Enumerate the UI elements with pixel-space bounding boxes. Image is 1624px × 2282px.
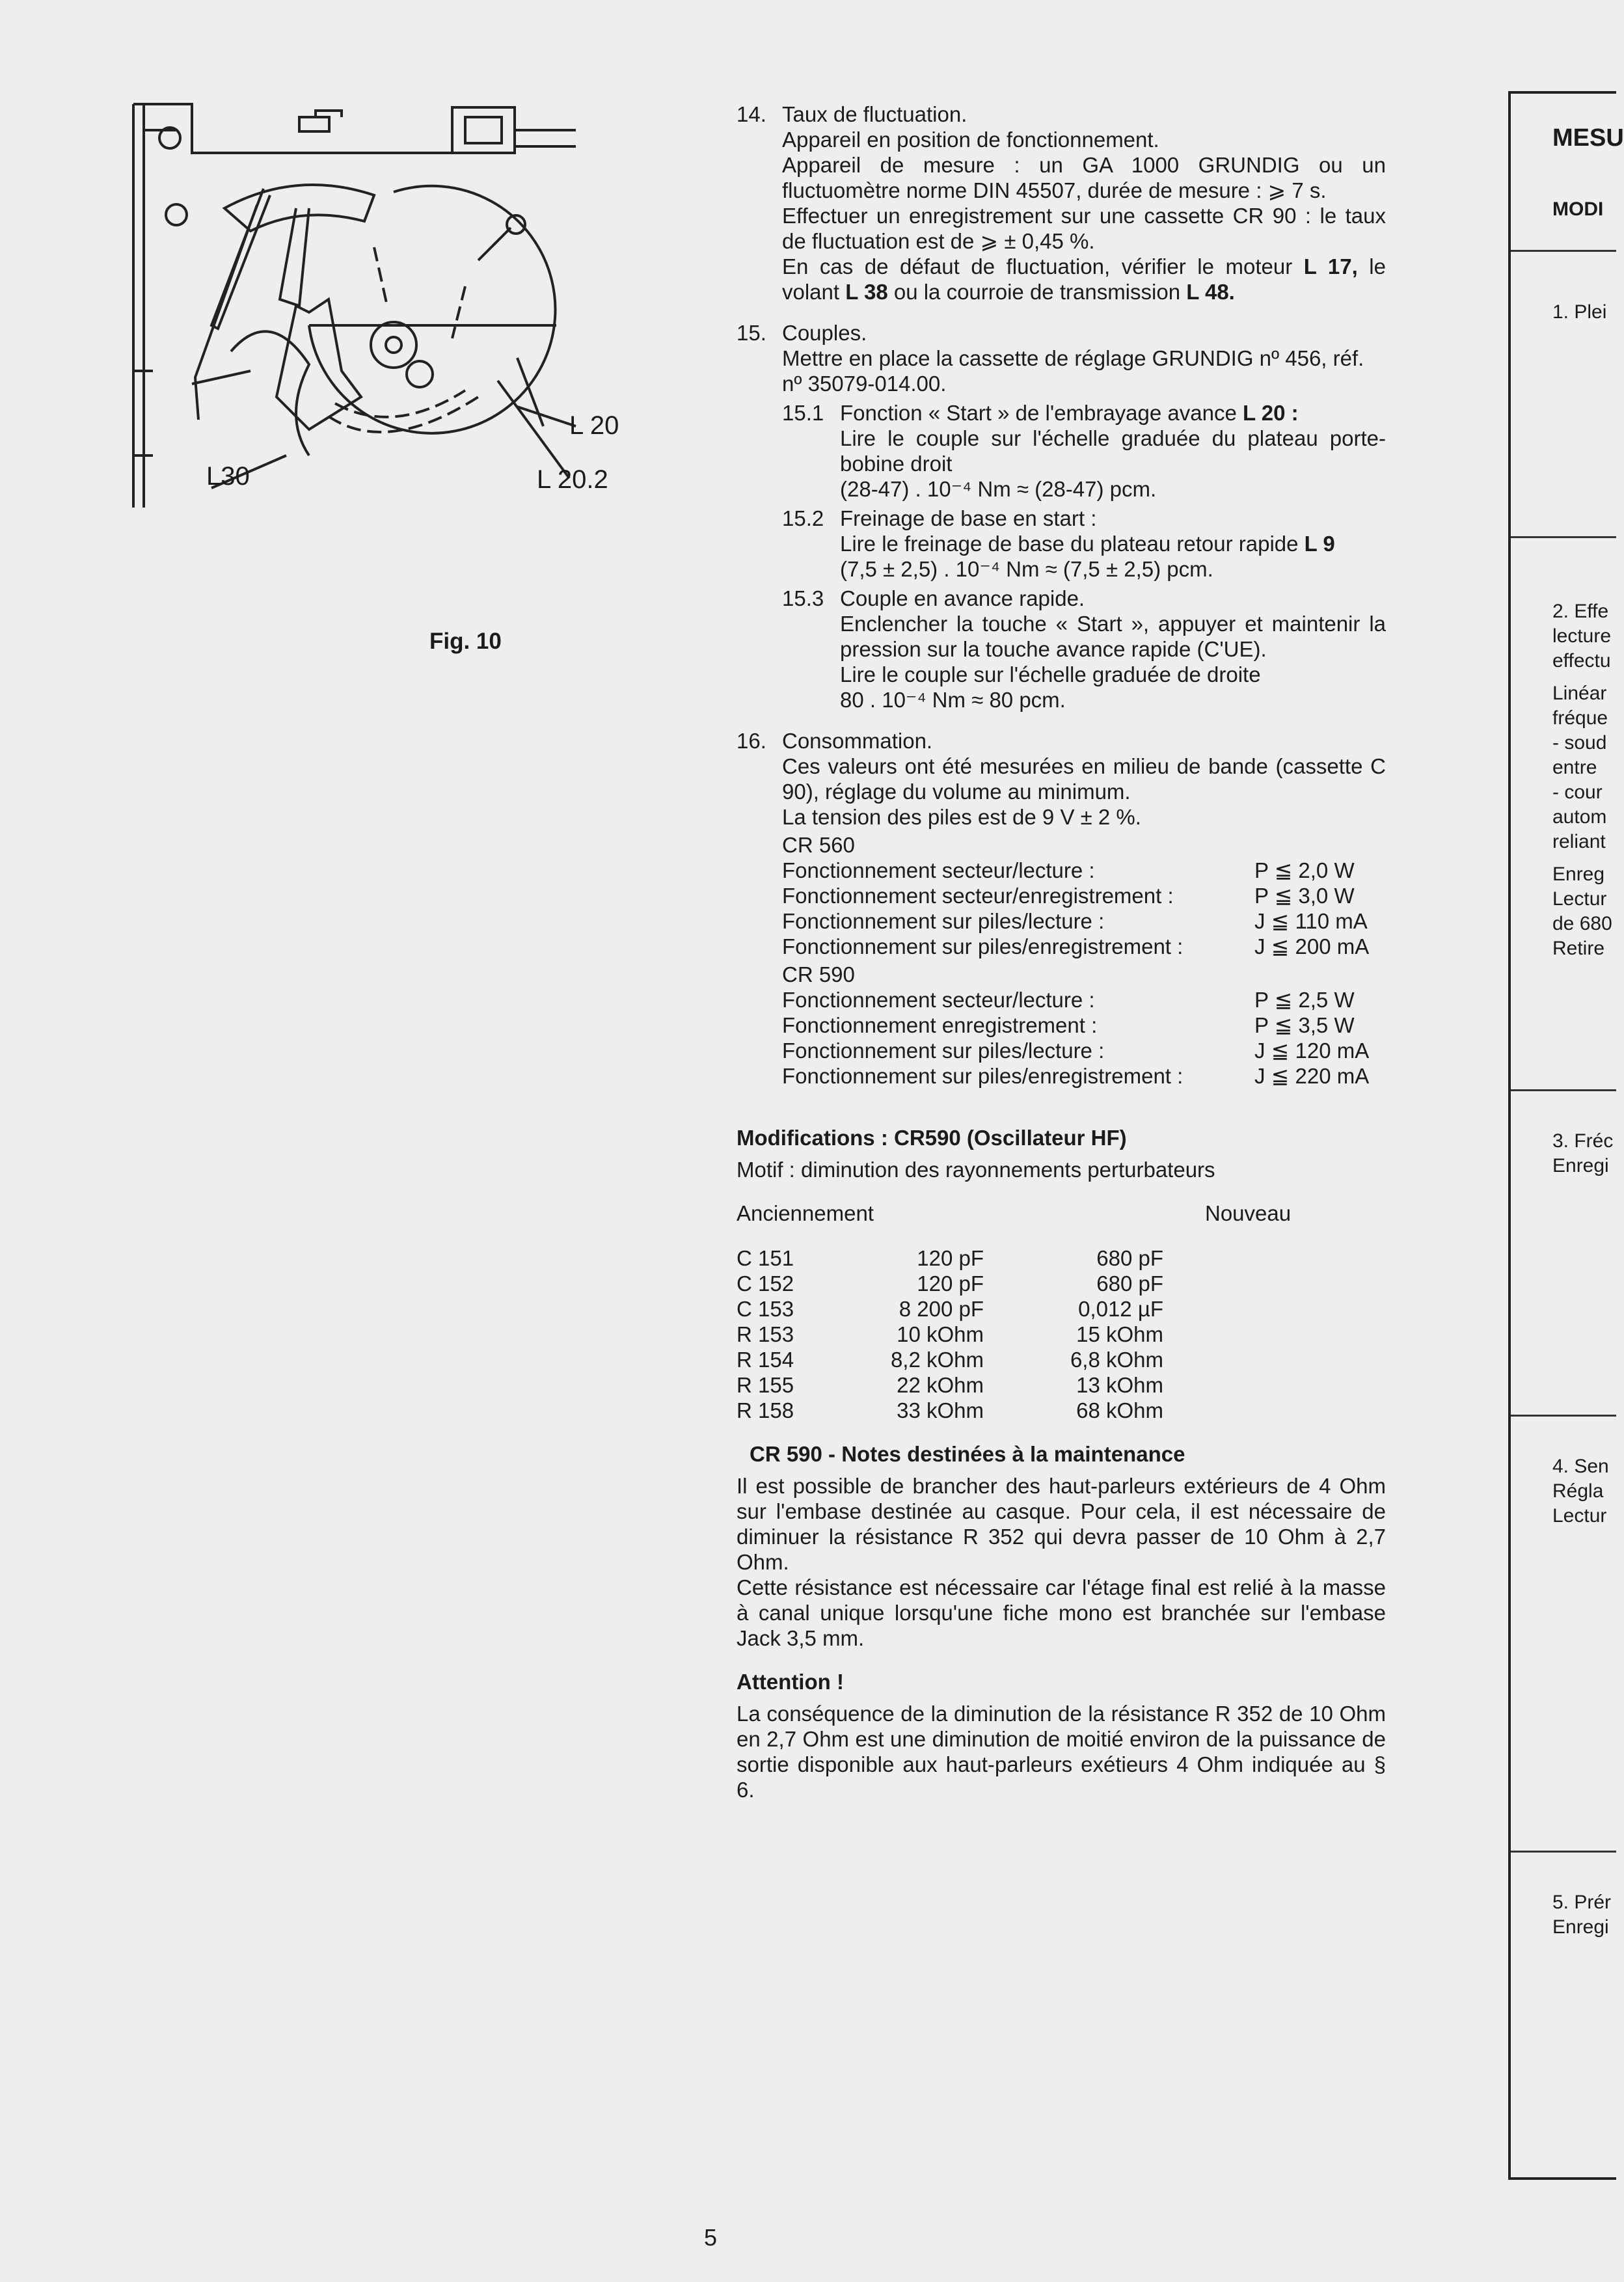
section-number: 15. [737,321,766,345]
panel-item: fréque [1552,707,1608,729]
consumption-list-cr560 [782,858,1386,959]
panel-item: entre [1552,757,1597,778]
label-l20: L 20 [569,411,619,440]
right-cropped-table [1508,91,1624,2180]
attention-paragraph: La conséquence de la diminution de la résistance R 352 de 10 Ohm en 2,7 Ohm est une diminution de moitié environ de la puissance de sortie disponible aux haut-parleurs exétieurs 4 Ohm indiquée au § 6. [737,1702,1386,1802]
panel-item: effectu [1552,650,1611,672]
panel-item: Enreg [1552,863,1605,885]
divider [1511,536,1616,538]
consumption-row: Fonctionnement secteur/enregistrement : P ≦ 3,0 W [782,884,1355,908]
panel-item: 1. Plei [1552,301,1607,323]
panel-item: Enregi [1552,1155,1609,1176]
table-row: R 153 10 kOhm 15 kOhm [737,1322,1163,1346]
table-row: C 151 120 pF 680 pF [737,1246,1163,1270]
panel-item: autom [1552,806,1607,828]
main-text-column [737,102,1386,1802]
column-new: Nouveau [1205,1201,1292,1225]
page-number: 5 [704,2224,718,2251]
panel-item: Lectur [1552,1505,1607,1527]
model-label: CR 560 [782,833,855,857]
modifications-motif: Motif : diminution des rayonnements perturbateurs [737,1158,1215,1182]
section-number: 14. [737,102,766,126]
subsection-15-1 [782,400,1386,502]
consumption-row: Fonctionnement secteur/lecture : P ≦ 2,5 W [782,988,1355,1012]
consumption-row: Fonctionnement sur piles/lecture : J ≦ 120 mA [782,1039,1370,1063]
notes-title: CR 590 - Notes destinées à la maintenance [750,1442,1185,1466]
paragraph: Mettre en place la cassette de réglage GRUNDIG nº 456, réf. nº 35079-014.00. [782,346,1364,396]
table-row: R 155 22 kOhm 13 kOhm [737,1373,1163,1397]
figure-caption: Fig. 10 [429,629,502,654]
divider [1511,1089,1616,1091]
panel-item: Linéar [1552,683,1607,704]
paragraph: Lire le couple sur l'échelle graduée du plateau porte-bobine droit [840,426,1386,476]
panel-item: Enregi [1552,1916,1609,1938]
table-row: C 152 120 pF 680 pF [737,1271,1163,1296]
section-15 [737,320,1386,713]
paragraph: Lire le freinage de base du plateau retour rapide L 9 [840,532,1335,556]
paragraph: Lire le couple sur l'échelle graduée de droite [840,662,1261,686]
attention-title: Attention ! [737,1670,844,1694]
paragraph: 80 . 10⁻⁴ Nm ≈ 80 pcm. [840,688,1066,712]
modifications-table [737,1245,1386,1423]
subsection-number: 15.2 [782,506,824,530]
consumption-row: Fonctionnement sur piles/enregistrement : J ≦ 220 mA [782,1064,1370,1088]
subsection-title: Fonction « Start » de l'embrayage avance L 20 : [840,401,1299,425]
section-number: 16. [737,729,766,753]
subsection-title: Freinage de base en start : [840,506,1097,530]
paragraph: Appareil en position de fonctionnement. [782,128,1159,152]
label-l30: L30 [206,462,250,491]
panel-item: Retire [1552,938,1605,959]
panel-item: 3. Fréc [1552,1130,1614,1152]
modifications-title: Modifications : CR590 (Oscillateur HF) [737,1126,1127,1150]
label-l20-2: L 20.2 [537,465,608,494]
subsection-title: Couple en avance rapide. [840,586,1085,610]
paragraph: En cas de défaut de fluctuation, vérifier le moteur L 17, le volant L 38 ou la courroie de transmission L 48. [782,254,1386,304]
section-title: Couples. [782,321,867,345]
subsection-15-2 [782,506,1386,582]
panel-item: Régla [1552,1480,1604,1502]
paragraph: Enclencher la touche « Start », appuyer et maintenir la pression sur la touche avance rapide (C'UE). [840,612,1386,661]
subsection-number: 15.1 [782,401,824,425]
panel-subtitle: MODI [1552,198,1604,220]
panel-item: de 680 [1552,913,1612,934]
consumption-list-cr590 [782,987,1386,1089]
figure-10-drawing [114,91,654,521]
panel-item: - cour [1552,781,1603,803]
subsection-15-3 [782,586,1386,713]
paragraph: La tension des piles est de 9 V ± 2 %. [782,805,1141,829]
table-row: R 154 8,2 kOhm 6,8 kOhm [737,1348,1163,1372]
section-title: Consommation. [782,729,933,753]
panel-item: reliant [1552,831,1606,852]
notes-paragraph: Cette résistance est nécessaire car l'étage final est relié à la masse à canal unique lorsqu'une fiche mono est branchée sur l'embase Jack 3,5 mm. [737,1575,1386,1650]
panel-item: lecture [1552,625,1612,647]
paragraph: Ces valeurs ont été mesurées en milieu de bande (cassette C 90), réglage du volume au minimum. [782,754,1386,804]
paragraph: Appareil de mesure : un GA 1000 GRUNDIG ou un fluctuomètre norme DIN 45507, durée de mesure : ⩾ 7 s. [782,153,1386,202]
panel-item: - soud [1552,732,1607,754]
panel-title: MESU [1552,124,1624,152]
table-row: C 153 8 200 pF 0,012 µF [737,1297,1163,1321]
paragraph: Effectuer un enregistrement sur une cassette CR 90 : le taux de fluctuation est de ⩾ ± 0,45 %. [782,204,1386,253]
consumption-row: Fonctionnement secteur/lecture : P ≦ 2,0 W [782,858,1355,882]
model-label: CR 590 [782,962,855,986]
table-row: R 158 33 kOhm 68 kOhm [737,1398,1163,1422]
panel-item: Lectur [1552,888,1607,910]
divider [1511,1851,1616,1853]
paragraph: (28-47) . 10⁻⁴ Nm ≈ (28-47) pcm. [840,477,1157,501]
panel-item: 2. Effe [1552,601,1609,622]
section-title: Taux de fluctuation. [782,102,968,126]
paragraph: (7,5 ± 2,5) . 10⁻⁴ Nm ≈ (7,5 ± 2,5) pcm. [840,557,1213,581]
subsection-number: 15.3 [782,586,824,610]
panel-item: 5. Prér [1552,1892,1612,1913]
section-16 [737,728,1386,1089]
consumption-row: Fonctionnement sur piles/lecture : J ≦ 110 mA [782,909,1368,933]
column-old: Anciennement [737,1201,874,1225]
divider [1511,250,1616,252]
modifications-table-header [737,1201,1386,1226]
divider [1511,1415,1616,1417]
consumption-row: Fonctionnement enregistrement : P ≦ 3,5 W [782,1013,1355,1037]
consumption-row: Fonctionnement sur piles/enregistrement : J ≦ 200 mA [782,934,1370,958]
notes-paragraph: Il est possible de brancher des haut-parleurs extérieurs de 4 Ohm sur l'embase destinée au casque. Pour cela, il est nécessaire de diminuer la résistance R 352 qui devra passer de 10 Ohm à 2,7 Ohm. [737,1474,1386,1574]
panel-item: 4. Sen [1552,1456,1609,1477]
section-14 [737,102,1386,305]
